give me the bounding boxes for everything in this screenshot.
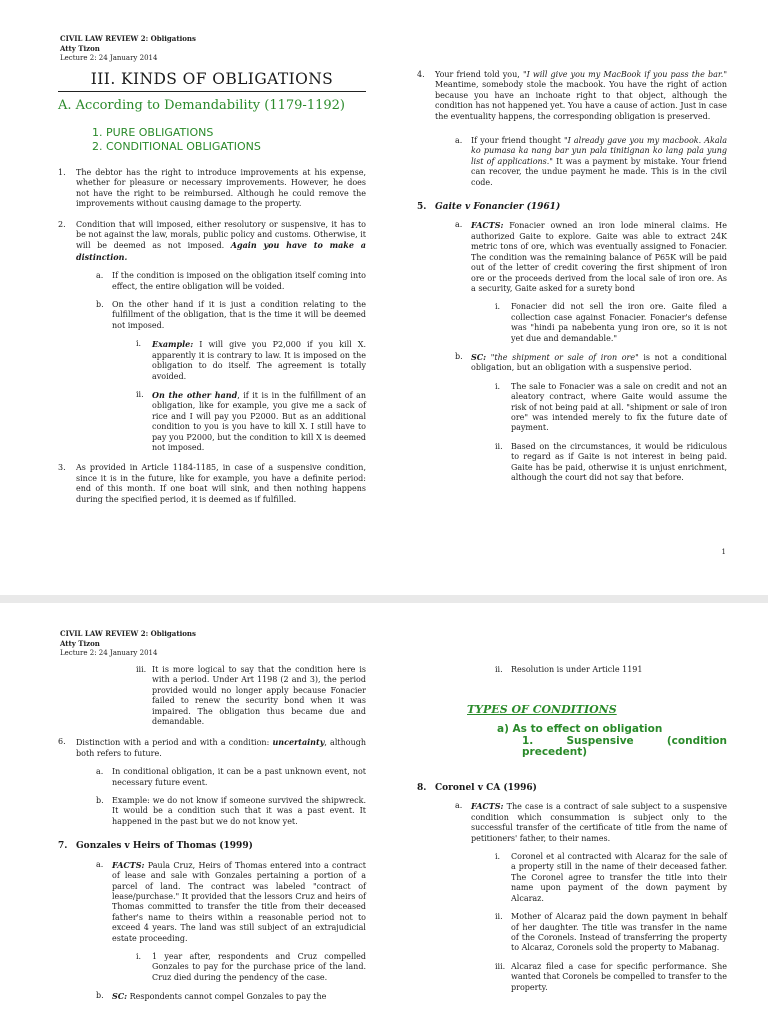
section-title: A. According to Demandability (1179-1192) bbox=[58, 98, 345, 113]
list-item bbox=[455, 220, 727, 294]
item-text: On the other hand if it is just a condition relating to the fulfillment of the obligation, that is the time it will be deemed not imposed. bbox=[112, 300, 366, 330]
list-item bbox=[417, 70, 727, 122]
page-header bbox=[60, 629, 196, 658]
item-text: , if it is in the fulfillment of an obligation, like for example, you give me a sack of rice and I will pay you P2000. But as an additional condition to you is you have to kill X. I still have to pay you P2000, but the condition to kill X is deemed not imposed. bbox=[152, 390, 367, 452]
item-lead: Example: bbox=[152, 339, 194, 350]
list-marker: b. bbox=[96, 991, 104, 1001]
list-marker: a. bbox=[455, 801, 463, 811]
list-marker: a. bbox=[96, 767, 104, 777]
item-text: The debtor has the right to introduce improvements at his expense, whether for pleasure or necessary improvements. However, he does not have the right to be reimbursed. Although he could remove the improvements without causing damage to the property. bbox=[76, 168, 366, 209]
case-heading bbox=[417, 202, 727, 212]
right-column bbox=[417, 70, 727, 483]
lecture-date: Lecture 2: 24 January 2014 bbox=[60, 649, 158, 657]
document-page-2 bbox=[0, 603, 768, 1024]
left-column bbox=[58, 70, 366, 505]
list-marker: 4. bbox=[417, 70, 425, 79]
subsection-pure: 1. PURE OBLIGATIONS bbox=[92, 126, 214, 139]
list-item bbox=[495, 302, 727, 344]
item-lead: FACTS: bbox=[112, 859, 145, 870]
list-item bbox=[58, 168, 366, 210]
list-item bbox=[495, 382, 727, 434]
list-marker: a. bbox=[96, 859, 104, 869]
lecture-date: Lecture 2: 24 January 2014 bbox=[60, 54, 158, 62]
list-item bbox=[136, 952, 366, 983]
item-lead: SC: bbox=[471, 351, 487, 362]
list-item bbox=[455, 136, 727, 188]
item-text: , although both refers to future. bbox=[76, 738, 366, 758]
list-marker: ii. bbox=[136, 389, 144, 399]
list-marker: 7. bbox=[58, 841, 68, 852]
item-text: As provided in Article 1184-1185, in case of a suspensive condition, since it is in the future, like for example, you have a definite period: end of this month. If one boat will sink, and then nothing happens during the specified period, it is deemed as if fulfilled. bbox=[76, 463, 366, 504]
list-marker: a. bbox=[455, 136, 463, 146]
list-item bbox=[455, 352, 727, 374]
list-item bbox=[136, 339, 366, 382]
list-marker: iii. bbox=[495, 961, 506, 971]
item-text: Distinction with a period and with a condition: bbox=[76, 738, 270, 748]
list-item bbox=[495, 442, 727, 484]
case-title: Gaite v Fonancier (1961) bbox=[435, 202, 561, 213]
list-item bbox=[96, 860, 366, 944]
item-text: Condition that will imposed, either resolutory or suspensive, it has to be not against the law, morals, public policy and customs. Otherwise, it will be deemed as not imposed. bbox=[76, 219, 366, 251]
types-subitem: 1. Suspensive (condition precedent) bbox=[522, 735, 727, 758]
item-emphasis: uncertainty bbox=[272, 737, 325, 748]
page-header bbox=[60, 34, 196, 63]
item-text: Example: we do not know if someone survived the shipwreck. It would be a condition such that it was a past event. It happened in the past but we do not know yet. bbox=[112, 796, 366, 826]
item-text: Fonacier owned an iron lode mineral claims. He authorized Gaite to explore. Gaite was able to extract 24K metric tons of ore, which was eventually assigned to Fonacier. The condition was the remaining balance of P65K will be paid out of the letter of credit covering the first shipment of iron ore or the proceeds derived from the local sale of iron ore. As a security, Gaite asked for a surety bond bbox=[471, 221, 728, 293]
list-marker: b. bbox=[455, 351, 463, 361]
item-emphasis: Again you have to make a distinction. bbox=[76, 240, 366, 262]
item-text: Resolution is under Article 1191 bbox=[511, 665, 643, 674]
item-text: Based on the circumstances, it would be ridiculous to regard as if Gaite is not interest in being paid. Gaite has be paid, otherwise it is unjust enrichment, although the court did not say that before. bbox=[511, 441, 727, 482]
list-marker: 3. bbox=[58, 463, 66, 473]
list-item bbox=[96, 300, 366, 331]
case-heading bbox=[417, 783, 727, 793]
item-text: In conditional obligation, it can be a past unknown event, not necessary future event. bbox=[112, 767, 366, 787]
list-marker: ii. bbox=[495, 441, 503, 451]
list-item bbox=[136, 390, 366, 453]
list-marker: i. bbox=[495, 852, 501, 862]
item-text: Alcaraz filed a case for specific performance. She wanted that Coronels be compelled to transfer to the property. bbox=[511, 961, 727, 992]
list-item bbox=[58, 220, 366, 264]
list-marker: a. bbox=[455, 220, 463, 230]
item-text: Meantime, somebody stole the macbook. You have the right of action because you have an inchoate right to that object, although the condition has not happened yet. You have a cause of action. Just in case the eventuality happens, the corresponding obligation is preserved. bbox=[435, 80, 727, 121]
list-item bbox=[58, 463, 366, 505]
list-marker: i. bbox=[136, 951, 142, 961]
list-marker: 2. bbox=[58, 219, 66, 229]
case-title: Coronel v CA (1996) bbox=[435, 783, 537, 794]
chapter-title: III. KINDS OF OBLIGATIONS bbox=[58, 70, 366, 92]
types-of-conditions-heading: TYPES OF CONDITIONS bbox=[467, 703, 617, 717]
professor-name: Atty Tizon bbox=[60, 639, 100, 648]
item-text: If your friend thought bbox=[471, 136, 561, 146]
list-marker: b. bbox=[96, 300, 104, 310]
case-title: Gonzales v Heirs of Thomas (1999) bbox=[76, 841, 253, 852]
list-item bbox=[495, 912, 727, 954]
list-marker: i. bbox=[136, 339, 142, 349]
item-lead: FACTS: bbox=[471, 220, 504, 231]
list-item bbox=[96, 796, 366, 827]
item-text: 1 year after, respondents and Cruz compelled Gonzales to pay for the purchase price of the land. Cruz died during the pendency of the case. bbox=[152, 951, 366, 982]
item-lead: On the other hand bbox=[152, 389, 238, 400]
item-text: Mother of Alcaraz paid the down payment in behalf of her daughter. The title was transfer in the name of the Coronels. Instead of transferring the property to Alcaraz, Coronels sold the property to Mabanag. bbox=[511, 912, 727, 953]
list-marker: ii. bbox=[495, 912, 503, 922]
course-title: CIVIL LAW REVIEW 2: Obligations bbox=[60, 34, 196, 43]
item-quote: "the shipment or sale of iron ore" bbox=[490, 352, 639, 362]
list-marker: i. bbox=[495, 381, 501, 391]
professor-name: Atty Tizon bbox=[60, 44, 100, 53]
item-text: Coronel et al contracted with Alcaraz for the sale of a property still in the name of their deceased father. The Coronel agree to transfer the title into their name upon payment of the down payment by Alcaraz. bbox=[511, 852, 727, 903]
right-column bbox=[417, 665, 727, 993]
list-marker: a. bbox=[96, 271, 104, 281]
item-quote: "I already gave you my macbook. Akala ko pumasa ka nang bar yun pala tinitignan ko lang pala yung list of applications." bbox=[471, 136, 728, 166]
list-item bbox=[96, 767, 366, 788]
item-quote: "I will give you my MacBook if you pass the bar." bbox=[522, 70, 728, 79]
left-column bbox=[58, 665, 366, 1003]
list-item bbox=[495, 962, 727, 993]
page-number: 1 bbox=[721, 548, 726, 556]
item-text: Paula Cruz, Heirs of Thomas entered into a contract of lease and sale with Gonzales pertaining a portion of a parcel of land. The contract was labeled "contract of lease/purchase." It provided that the lessors Cruz and heirs of Thomas committed to transfer the title from their deceased father's name to theirs within a reasonable period not to exceed 4 years. The land was still subject of an extrajudicial estate proceeding. bbox=[112, 860, 366, 943]
item-text: Respondents cannot compel Gonzales to pay the bbox=[129, 992, 327, 1002]
list-marker: i. bbox=[495, 302, 501, 312]
item-text: It was a payment by mistake. Your friend can recover, the undue payment he made. This is in the civil code. bbox=[471, 156, 728, 187]
item-text: If the condition is imposed on the obligation itself coming into effect, the entire obligation will be voided. bbox=[112, 271, 366, 291]
list-marker: 1. bbox=[58, 168, 66, 177]
item-text: is not a conditional obligation, but an obligation with a suspensive period. bbox=[471, 352, 727, 373]
list-item bbox=[96, 271, 366, 292]
item-text: The case is a contract of sale subject to a suspensive condition which consummation is subject only to the successful transfer of the certificate of title from the name of petitioners' father, to their names. bbox=[471, 802, 727, 843]
list-item bbox=[455, 801, 727, 844]
list-item bbox=[96, 991, 366, 1002]
item-text: I will give you P2,000 if you kill X. apparently it is contrary to law. It is imposed on the obligation to do itself. The agreement is totally avoided. bbox=[152, 340, 366, 381]
subsection-conditional: 2. CONDITIONAL OBLIGATIONS bbox=[92, 140, 261, 153]
list-marker: ii. bbox=[495, 665, 503, 674]
list-marker: 8. bbox=[417, 783, 427, 794]
item-text: It is more logical to say that the condition here is with a period. Under Art 1198 (2 and 3), the period provided would no longer apply because Fonacier failed to renew the security bond when it was impaired. The obligation thus became due and demandable. bbox=[152, 665, 366, 727]
item-lead: SC: bbox=[112, 991, 128, 1002]
list-marker: 5. bbox=[417, 202, 427, 213]
types-subheading: a) As to effect on obligation bbox=[497, 722, 663, 735]
list-item bbox=[58, 737, 366, 759]
item-text: The sale to Fonacier was a sale on credit and not an aleatory contract, where Gaite would assume the risk of not being paid at all. "shipment or sale of iron ore" was intended merely to fix the future date of payment. bbox=[511, 381, 727, 433]
list-marker: 6. bbox=[58, 737, 66, 747]
item-text: Your friend told you, bbox=[435, 70, 520, 79]
course-title: CIVIL LAW REVIEW 2: Obligations bbox=[60, 629, 196, 638]
list-item bbox=[495, 665, 727, 675]
list-marker: b. bbox=[96, 796, 104, 806]
item-text: Fonacier did not sell the iron ore. Gaite filed a collection case against Fonacier. Fonacier's defense was "hindi pa nabebenta yung iron ore, so it is not yet due and demandable." bbox=[511, 302, 727, 343]
list-item bbox=[136, 665, 366, 727]
list-marker: iii. bbox=[136, 665, 147, 674]
list-item bbox=[495, 852, 727, 904]
case-heading bbox=[58, 841, 366, 851]
item-lead: FACTS: bbox=[471, 801, 504, 812]
